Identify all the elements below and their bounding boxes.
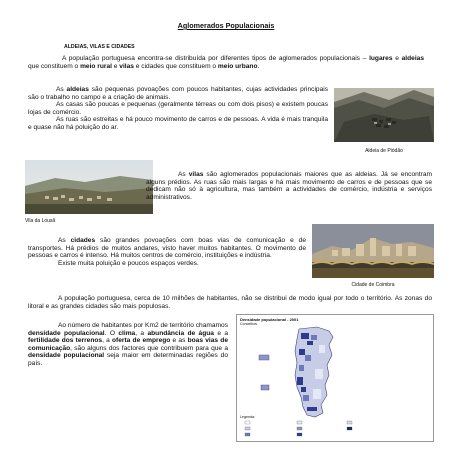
populacao-paragraph: A população portuguesa, cerca de 10 milhões de habitantes, não se distribui de modo igual por todo o território. As zonas do litoral e as grandes cidades são mais populosas.	[28, 295, 432, 310]
intro-paragraph: A população portuguesa encontra-se distribuída por diferentes tipos de aglomerados populacionais – lugares e aldeias que constituem o meio rural e vilas e cidades que constituem o meio urbano.	[28, 55, 424, 70]
map-legend-title: Legenda:	[240, 415, 255, 419]
map-header: Densidade populacional - 2001	[240, 317, 299, 322]
densidade-paragraph: Ao número de habitantes por Km2 de território chamamos densidade populacional. O clima, a abundância de água e a fertilidade dos terrenos, a oferta de emprego e as boas vias de comunicação, são alguns dos factores que contribuem para que a densidade populacional seja maior em determinadas regiões do país.	[28, 322, 229, 367]
portugal-map-shape	[295, 327, 333, 417]
caption-vila: Vila da Lousã	[25, 218, 56, 224]
vilas-paragraph: As vilas são aglomerados populacionais maiores que as aldeias. Já se encontram alguns prédios. As ruas são mais largas e há mais movimento de carros e de pessoas que se dedicam não só à agricultura, mas também a actividades de comércio, indústria e serviços administrativos.	[146, 171, 433, 201]
vila-photo	[25, 160, 153, 214]
caption-aldeia: Aldeia de Piódão	[365, 148, 403, 154]
cidade-photo	[312, 224, 434, 278]
cidades-paragraph: As cidades são grandes povoações com boas vias de comunicação e de transportes. Há prédios de muitos andares, visto haver muitos habitantes. O movimento de pessoas e carros é intenso. Há muitos centros de comércio, instituições e indústria. Existe muita poluição e poucos espaços verdes.	[28, 237, 306, 267]
page-title: Aglomerados Populacionais	[177, 21, 275, 30]
map-subheader: Concelhos	[240, 322, 257, 326]
section-heading: ALDEIAS, VILAS E CIDADES	[64, 44, 135, 50]
caption-cidade: Cidade de Coimbra	[351, 282, 395, 288]
population-density-map	[236, 314, 434, 442]
aldeia-photo	[334, 88, 434, 142]
aldeias-paragraph: As aldeias são pequenas povoações com poucos habitantes, cujas actividades principais são o trabalho no campo e a criação de animais. As casas são poucas e pequenas (geralmente térreas ou com dois pisos) e existem poucas lojas de comércio. As ruas são estreitas e há pouco movimento de carros e de pessoas. A vida é mais tranquila e quase não há poluição do ar.	[28, 86, 328, 131]
